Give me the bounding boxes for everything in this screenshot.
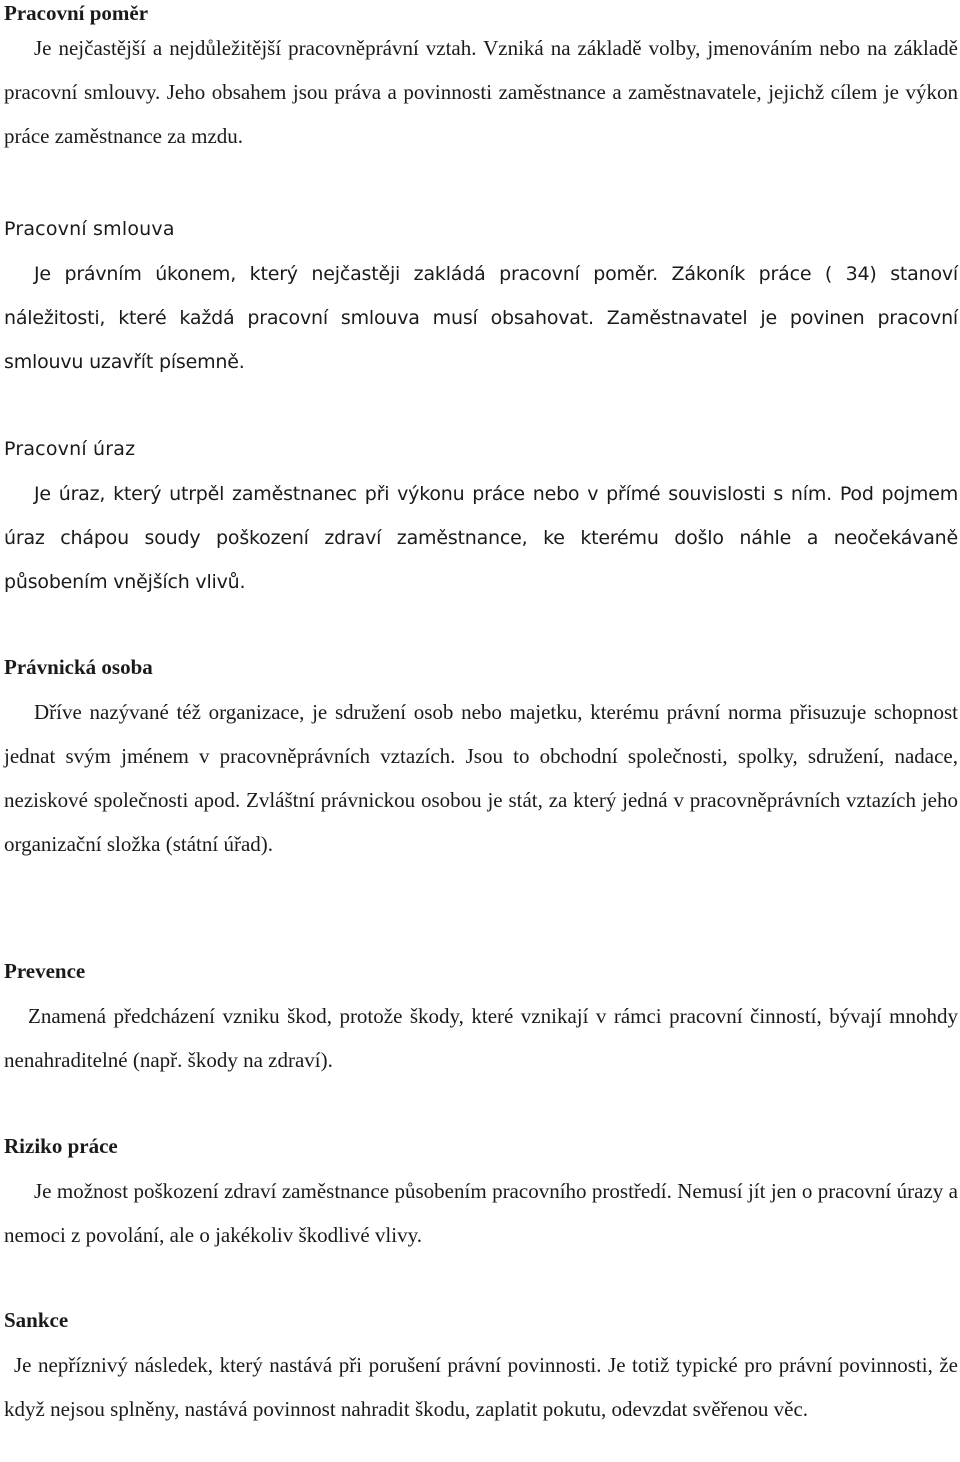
section-title: Pracovní úraz (4, 438, 136, 460)
section-riziko-prace (4, 1133, 958, 1257)
section-pracovni-uraz (4, 436, 958, 604)
section-text: Je úraz, který utrpěl zaměstnanec při výkonu práce nebo v přímé souvislosti s ním. Pod pojmem úraz chápou soudy poškození zdraví zaměstnance, ke kterému došlo náhle a neočekávaně působením vnějších vlivů. (4, 483, 958, 593)
section-title: Pracovní poměr (4, 1, 149, 25)
section-text: Je nepříznivý následek, který nastává při porušení právní povinnosti. Je totiž typické pro právní povinnosti, že když nejsou splněny, nastává povinnost nahradit škodu, zaplatit pokutu, odevzdat svěřenou věc. (4, 1353, 958, 1421)
section-sankce (4, 1307, 958, 1431)
section-text: Je možnost poškození zdraví zaměstnance působením pracovního prostředí. Nemusí jít jen o pracovní úrazy a nemoci z povolání, ale o jakékoliv škodlivé vlivy. (4, 1179, 958, 1247)
section-title: Pracovní smlouva (4, 218, 175, 240)
section-prevence (4, 958, 958, 1082)
section-title: Riziko práce (4, 1134, 118, 1158)
section-title: Sankce (4, 1308, 69, 1332)
section-text: Znamená předcházení vzniku škod, protože škody, které vznikají v rámci pracovní činností, bývají mnohdy nenahraditelné (např. škody na zdraví). (4, 1004, 958, 1072)
section-pravnicka-osoba (4, 654, 958, 866)
section-title: Prevence (4, 959, 86, 983)
section-text: Je nejčastější a nejdůležitější pracovněprávní vztah. Vzniká na základě volby, jmenováním nebo na základě pracovní smlouvy. Jeho obsahem jsou práva a povinnosti zaměstnance a zaměstnavatele, jejichž cílem je výkon práce zaměstnance za mzdu. (4, 36, 958, 148)
section-text: Dříve nazývané též organizace, je sdružení osob nebo majetku, kterému právní norma přisuzuje schopnost jednat svým jménem v pracovněprávních vztazích. Jsou to obchodní společnosti, spolky, sdružení, nadace, neziskové společnosti apod. Zvláštní právnickou osobou je stát, za který jedná v pracovněprávních vztazích jeho organizační složka (státní úřad). (4, 700, 958, 856)
section-text: Je právním úkonem, který nejčastěji zakládá pracovní poměr. Zákoník práce ( 34) stanoví náležitosti, které každá pracovní smlouva musí obsahovat. Zaměstnavatel je povinen pracovní smlouvu uzavřít písemně. (4, 263, 958, 373)
section-pracovni-pomer (4, 0, 958, 158)
section-title: Právnická osoba (4, 655, 153, 679)
section-pracovni-smlouva (4, 216, 958, 384)
